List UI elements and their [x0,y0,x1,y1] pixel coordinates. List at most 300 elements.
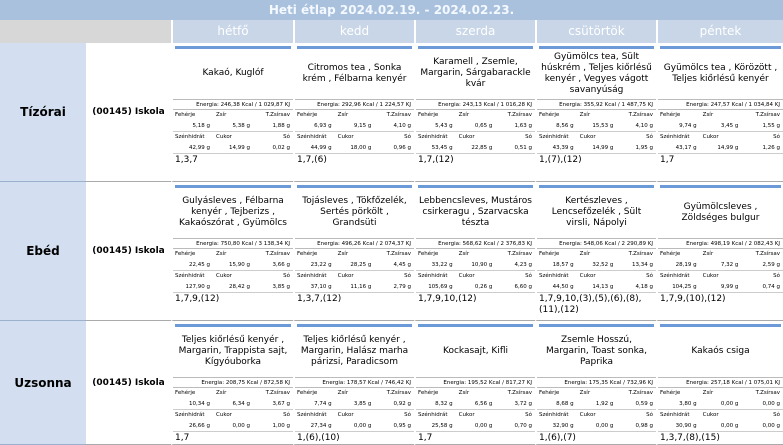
school-label: (00145) Iskola [86,43,171,182]
dish-name: Gulyásleves , Félbarna kenyér , Tejberizs , Kakaószórat , Gyümölcs [179,196,287,228]
nutrient-label-sugar: Cukor [337,134,354,140]
nutrient-value-satfat: 4,45 g [393,262,412,268]
nutrient-values-row [658,282,783,293]
nutrition-table [416,99,535,154]
nutrient-label-sugar: Cukor [337,412,354,418]
nutrient-value-fat: 5,38 g [232,123,250,129]
nutrient-label-satfat: T.Zsírsav [386,251,412,257]
allergen-codes: 1,3,7 [175,155,198,165]
menu-cell-ebed-friday [656,182,783,321]
nutrient-label-sugar: Cukor [458,134,475,140]
nutrient-value-sugar: 11,16 g [350,284,372,290]
cell-accent-bar [418,185,533,188]
nutrient-label-carb: Szénhidrát [175,134,205,140]
nutrient-label-protein: Fehérje [297,390,318,396]
nutrition-table [416,238,535,293]
nutrient-labels-row [173,271,293,282]
nutrient-labels-row [658,271,783,282]
nutrient-values-row [658,421,783,432]
nutrient-label-satfat: T.Zsírsav [265,112,290,118]
energy-value: Energia: 243,13 Kcal / 1 016,28 KJ [416,99,535,110]
cell-accent-bar [418,46,533,49]
nutrient-value-satfat: 0,00 g [762,401,781,407]
nutrient-value-sugar: 14,99 g [717,145,739,151]
nutrient-value-satfat: 13,34 g [632,262,654,268]
nutrient-value-sugar: 0,00 g [474,423,493,429]
nutrient-label-protein: Fehérje [660,251,681,257]
nutrient-label-carb: Szénhidrát [539,134,569,140]
day-header-thursday: csütörtök [535,20,656,43]
energy-value: Energia: 496,26 Kcal / 2 074,37 KJ [295,238,414,249]
nutrient-labels-row [416,110,535,121]
day-header-friday: péntek [656,20,783,43]
nutrient-label-satfat: T.Zsírsav [386,112,412,118]
nutrition-table [658,377,783,432]
energy-value: Energia: 355,92 Kcal / 1 487,75 KJ [537,99,656,110]
nutrient-label-sugar: Cukor [579,412,596,418]
allergen-codes: 1,(7),(12) [539,155,582,165]
nutrient-value-fat: 32,52 g [592,262,614,268]
nutrient-label-carb: Szénhidrát [418,134,448,140]
nutrient-value-salt: 1,00 g [272,423,290,429]
energy-value: Energia: 498,19 Kcal / 2 082,43 KJ [658,238,783,249]
meal-label-ebed: Ebéd [0,182,86,321]
energy-value: Energia: 246,38 Kcal / 1 029,87 KJ [173,99,293,110]
nutrient-label-salt: Só [773,134,781,140]
nutrient-values-row [537,421,656,432]
nutrient-label-satfat: T.Zsírsav [755,112,781,118]
allergen-codes: 1,7 [660,155,675,165]
nutrient-value-salt: 3,85 g [272,284,290,290]
nutrient-labels-row [658,110,783,121]
nutrient-label-protein: Fehérje [418,251,439,257]
nutrient-value-protein: 7,74 g [314,401,332,407]
nutrient-labels-row [537,271,656,282]
nutrient-value-satfat: 1,63 g [514,123,533,129]
nutrient-label-protein: Fehérje [660,390,681,396]
nutrient-value-salt: 0,02 g [272,145,290,151]
nutrient-value-fat: 0,00 g [720,401,739,407]
nutrient-label-carb: Szénhidrát [297,134,327,140]
nutrient-label-fat: Zsír [702,390,714,396]
meal-label-uzsonna: Uzsonna [0,321,86,445]
nutrient-label-satfat: T.Zsírsav [628,112,654,118]
nutrient-value-carb: 30,90 g [675,423,697,429]
nutrition-table [173,377,293,432]
nutrient-value-salt: 6,60 g [514,284,533,290]
header-blank [0,20,171,43]
cell-accent-bar [297,324,412,327]
nutrient-label-protein: Fehérje [418,112,439,118]
nutrition-table [658,99,783,154]
nutrient-label-fat: Zsír [337,251,349,257]
nutrient-label-satfat: T.Zsírsav [628,251,654,257]
nutrient-value-carb: 44,99 g [310,145,332,151]
nutrient-label-satfat: T.Zsírsav [386,390,412,396]
nutrient-values-row [295,399,414,410]
nutrient-label-carb: Szénhidrát [175,412,205,418]
nutrient-label-protein: Fehérje [175,390,196,396]
nutrient-value-salt: 2,79 g [393,284,412,290]
nutrient-label-fat: Zsír [458,390,470,396]
allergen-codes: 1,7,(12) [418,155,454,165]
nutrient-value-protein: 33,22 g [431,262,453,268]
nutrient-value-carb: 43,17 g [675,145,697,151]
nutrient-value-fat: 1,92 g [595,401,614,407]
energy-value: Energia: 548,06 Kcal / 2 290,89 KJ [537,238,656,249]
nutrient-values-row [416,121,535,132]
nutrient-values-row [173,121,293,132]
nutrient-label-sugar: Cukor [579,134,596,140]
nutrient-labels-row [416,271,535,282]
nutrient-label-protein: Fehérje [175,112,196,118]
nutrient-labels-row [295,410,414,421]
nutrient-label-protein: Fehérje [539,390,560,396]
nutrient-value-carb: 37,10 g [310,284,332,290]
dish-name: Zsemle Hosszú, Margarin, Toast sonka, Paprika [545,335,648,367]
nutrient-label-salt: Só [773,412,781,418]
energy-value: Energia: 247,57 Kcal / 1 034,84 KJ [658,99,783,110]
nutrient-label-satfat: T.Zsírsav [507,390,533,396]
nutrient-label-carb: Szénhidrát [539,412,569,418]
cell-accent-bar [539,185,654,188]
nutrient-label-fat: Zsír [337,390,349,396]
nutrient-label-fat: Zsír [579,390,591,396]
nutrient-value-protein: 3,80 g [679,401,697,407]
nutrient-label-protein: Fehérje [539,251,560,257]
nutrient-value-fat: 9,15 g [353,123,372,129]
cell-accent-bar [297,46,412,49]
nutrient-label-fat: Zsír [216,251,227,257]
nutrient-label-carb: Szénhidrát [660,134,690,140]
nutrient-label-sugar: Cukor [216,134,232,140]
nutrient-value-fat: 28,25 g [350,262,372,268]
nutrient-label-sugar: Cukor [337,273,354,279]
allergen-codes: 1,7,(6) [297,155,327,165]
page-title: Heti étlap 2024.02.19. - 2024.02.23. [0,0,783,20]
nutrition-table [537,377,656,432]
nutrient-label-salt: Só [283,134,290,140]
nutrient-label-sugar: Cukor [702,134,719,140]
nutrient-label-protein: Fehérje [418,390,439,396]
dish-name: Citromos tea , Sonka krém , Félbarna kenyér [302,62,407,84]
nutrient-values-row [295,260,414,271]
nutrient-label-fat: Zsír [337,112,349,118]
day-header-monday: hétfő [171,20,293,43]
nutrient-value-satfat: 0,59 g [635,401,654,407]
nutrient-value-protein: 5,18 g [192,123,210,129]
menu-cell-uzsonna-tuesday [293,321,414,445]
nutrient-value-satfat: 2,59 g [762,262,781,268]
nutrition-table [295,99,414,154]
nutrient-value-salt: 0,74 g [762,284,781,290]
nutrient-value-sugar: 0,00 g [353,423,372,429]
nutrient-labels-row [295,110,414,121]
cell-accent-bar [297,185,412,188]
nutrient-label-sugar: Cukor [458,273,475,279]
menu-cell-ebed-tuesday [293,182,414,321]
nutrient-value-fat: 0,65 g [474,123,493,129]
nutrient-value-carb: 104,25 g [672,284,697,290]
nutrient-label-satfat: T.Zsírsav [265,390,290,396]
nutrient-label-carb: Szénhidrát [297,273,327,279]
dish-name: Kakaó, Kuglóf [202,68,264,78]
dish-name: Teljes kiőrlésű kenyér , Margarin, Halász marha párizsi, Paradicsom [300,335,409,367]
nutrient-values-row [173,260,293,271]
nutrient-label-salt: Só [646,273,654,279]
nutrient-label-salt: Só [646,412,654,418]
nutrient-value-carb: 105,69 g [428,284,453,290]
menu-cell-tizorai-monday [171,43,293,182]
nutrition-table [173,99,293,154]
nutrient-value-satfat: 1,55 g [762,123,781,129]
nutrient-value-satfat: 3,72 g [514,401,533,407]
meal-label-tizorai: Tízórai [0,43,86,182]
menu-cell-tizorai-thursday [535,43,656,182]
nutrient-labels-row [295,271,414,282]
nutrient-value-protein: 10,34 g [189,401,210,407]
school-label: (00145) Iskola [86,321,171,445]
nutrient-value-satfat: 0,92 g [393,401,412,407]
cell-accent-bar [539,46,654,49]
nutrition-table [658,238,783,293]
nutrient-value-protein: 23,22 g [310,262,332,268]
nutrient-labels-row [295,249,414,260]
nutrient-value-satfat: 4,23 g [514,262,533,268]
allergen-codes: 1,7,9,10,(12) [418,294,477,304]
nutrient-labels-row [658,249,783,260]
nutrient-labels-row [537,110,656,121]
nutrient-label-salt: Só [404,134,412,140]
nutrient-values-row [537,260,656,271]
menu-cell-uzsonna-monday [171,321,293,445]
nutrient-label-fat: Zsír [702,112,714,118]
nutrient-values-row [295,421,414,432]
nutrient-label-satfat: T.Zsírsav [507,251,533,257]
nutrient-value-sugar: 18,00 g [350,145,372,151]
nutrient-values-row [537,282,656,293]
nutrient-value-sugar: 0,00 g [720,423,739,429]
cell-accent-bar [175,185,291,188]
nutrient-label-carb: Szénhidrát [297,412,327,418]
cell-accent-bar [539,324,654,327]
nutrition-table [295,238,414,293]
nutrient-labels-row [537,388,656,399]
cell-accent-bar [175,324,291,327]
nutrient-value-satfat: 4,10 g [393,123,412,129]
allergen-codes: 1,7,9,(10),(12) [660,294,726,304]
nutrient-value-salt: 0,98 g [635,423,654,429]
nutrient-values-row [173,399,293,410]
nutrient-value-satfat: 3,66 g [272,262,290,268]
nutrient-value-protein: 18,57 g [552,262,574,268]
nutrient-value-protein: 22,45 g [189,262,210,268]
dish-name: Gyümölcs tea, Sült húskrém , Teljes kiőrlésű kenyér , Vegyes vágott savanyúság [541,51,652,95]
nutrient-value-carb: 127,90 g [185,284,210,290]
nutrient-value-carb: 44,50 g [552,284,574,290]
nutrient-value-satfat: 4,10 g [635,123,654,129]
dish-name: Lebbencsleves, Mustáros csirkeragu , Szarvacska tészta [419,196,532,228]
allergen-codes: 1,7 [418,433,433,443]
energy-value: Energia: 208,75 Kcal / 872,58 KJ [173,377,293,388]
nutrition-table [537,99,656,154]
nutrient-value-fat: 6,56 g [474,401,493,407]
nutrient-labels-row [173,388,293,399]
nutrient-values-row [416,282,535,293]
nutrient-value-protein: 5,43 g [435,123,453,129]
nutrient-label-salt: Só [404,273,412,279]
nutrient-value-salt: 0,70 g [514,423,533,429]
nutrient-label-salt: Só [525,412,533,418]
nutrient-values-row [658,121,783,132]
menu-cell-uzsonna-thursday [535,321,656,445]
nutrient-value-fat: 15,53 g [592,123,614,129]
nutrient-value-carb: 25,58 g [431,423,453,429]
nutrient-labels-row [295,132,414,143]
nutrient-labels-row [295,388,414,399]
allergen-codes: 1,7,9,10,(3),(5),(6),(8),(11),(12) [539,294,642,315]
nutrient-label-salt: Só [283,273,290,279]
nutrition-table [173,238,293,293]
nutrient-value-protein: 8,32 g [435,401,453,407]
nutrient-label-satfat: T.Zsírsav [265,251,290,257]
nutrient-value-carb: 43,39 g [552,145,574,151]
dish-name: Kakaós csiga [691,346,750,356]
nutrient-label-fat: Zsír [579,251,591,257]
energy-value: Energia: 175,35 Kcal / 732,96 KJ [537,377,656,388]
nutrient-label-protein: Fehérje [297,112,318,118]
nutrient-values-row [295,143,414,154]
nutrient-value-sugar: 0,00 g [595,423,614,429]
nutrient-values-row [537,143,656,154]
nutrition-table [295,377,414,432]
nutrient-labels-row [173,249,293,260]
dish-name: Tojásleves , Tökfőzelék, Sertés pörkölt , Grandsüti [302,196,407,228]
nutrient-label-sugar: Cukor [216,412,232,418]
allergen-codes: 1,7,9,(12) [175,294,220,304]
nutrient-label-fat: Zsír [579,112,591,118]
energy-value: Energia: 178,57 Kcal / 746,42 KJ [295,377,414,388]
nutrient-label-salt: Só [525,273,533,279]
nutrient-label-fat: Zsír [458,251,470,257]
nutrient-labels-row [416,410,535,421]
nutrient-value-sugar: 28,42 g [229,284,250,290]
cell-accent-bar [175,46,291,49]
nutrient-label-carb: Szénhidrát [539,273,569,279]
nutrient-labels-row [416,249,535,260]
nutrient-values-row [658,260,783,271]
nutrient-values-row [173,143,293,154]
nutrient-value-salt: 1,95 g [635,145,654,151]
nutrition-table [416,377,535,432]
nutrient-label-protein: Fehérje [539,112,560,118]
nutrient-value-protein: 28,19 g [675,262,697,268]
energy-value: Energia: 257,18 Kcal / 1 075,01 KJ [658,377,783,388]
nutrient-labels-row [173,110,293,121]
dish-name: Kockasajt, Kifli [442,346,508,356]
nutrient-value-salt: 0,96 g [393,145,412,151]
dish-name: Kertészleves , Lencsefőzelék , Sült virsli, Nápolyi [551,196,642,228]
allergen-codes: 1,7 [175,433,190,443]
allergen-codes: 1,(6),(7) [539,433,576,443]
nutrition-table [537,238,656,293]
nutrient-label-sugar: Cukor [216,273,232,279]
nutrient-values-row [295,282,414,293]
nutrient-value-carb: 32,90 g [552,423,574,429]
nutrient-label-fat: Zsír [458,112,470,118]
nutrient-value-fat: 15,90 g [229,262,250,268]
nutrient-label-satfat: T.Zsírsav [755,390,781,396]
dish-name: Teljes kiőrlésű kenyér , Margarin, Trappista sajt, Kígyóuborka [178,335,288,367]
nutrient-labels-row [173,132,293,143]
nutrient-values-row [537,121,656,132]
energy-value: Energia: 750,80 Kcal / 3 138,34 KJ [173,238,293,249]
nutrient-value-satfat: 1,88 g [272,123,290,129]
menu-cell-tizorai-friday [656,43,783,182]
nutrient-value-salt: 0,95 g [393,423,412,429]
nutrient-label-carb: Szénhidrát [418,273,448,279]
nutrient-value-sugar: 14,99 g [592,145,614,151]
cell-accent-bar [660,324,781,327]
dish-name: Gyümölcs tea , Körözött , Teljes kiőrlésű kenyér [663,62,778,84]
nutrient-label-carb: Szénhidrát [418,412,448,418]
nutrient-value-protein: 8,56 g [556,123,574,129]
nutrient-value-sugar: 0,26 g [474,284,493,290]
nutrient-label-fat: Zsír [702,251,714,257]
school-label: (00145) Iskola [86,182,171,321]
nutrient-label-carb: Szénhidrát [660,412,690,418]
nutrient-label-sugar: Cukor [458,412,475,418]
nutrient-labels-row [537,132,656,143]
nutrient-value-sugar: 14,13 g [592,284,614,290]
nutrient-label-sugar: Cukor [702,412,719,418]
nutrient-values-row [658,399,783,410]
nutrient-label-satfat: T.Zsírsav [507,112,533,118]
nutrient-value-sugar: 0,00 g [232,423,250,429]
nutrient-label-satfat: T.Zsírsav [628,390,654,396]
nutrient-value-protein: 6,93 g [314,123,332,129]
nutrient-value-sugar: 14,99 g [229,145,250,151]
nutrient-value-protein: 8,68 g [556,401,574,407]
nutrient-value-fat: 3,85 g [353,401,372,407]
nutrient-labels-row [537,410,656,421]
energy-value: Energia: 568,62 Kcal / 2 376,83 KJ [416,238,535,249]
nutrient-value-salt: 1,26 g [762,145,781,151]
nutrient-value-fat: 10,90 g [471,262,493,268]
nutrient-labels-row [658,132,783,143]
nutrient-values-row [173,421,293,432]
nutrient-value-sugar: 22,85 g [471,145,493,151]
nutrient-labels-row [416,132,535,143]
nutrient-label-protein: Fehérje [297,251,318,257]
nutrient-label-salt: Só [646,134,654,140]
day-header-wednesday: szerda [414,20,535,43]
menu-cell-tizorai-tuesday [293,43,414,182]
nutrient-value-carb: 27,34 g [310,423,332,429]
nutrient-label-protein: Fehérje [660,112,681,118]
nutrient-label-satfat: T.Zsírsav [755,251,781,257]
menu-cell-ebed-thursday [535,182,656,321]
nutrient-label-salt: Só [404,412,412,418]
nutrient-value-sugar: 9,99 g [720,284,739,290]
nutrient-label-sugar: Cukor [579,273,596,279]
nutrient-values-row [537,399,656,410]
cell-accent-bar [660,46,781,49]
nutrient-label-salt: Só [773,273,781,279]
dish-name: Gyümölcsleves , Zöldséges bulgur [681,201,760,223]
nutrient-label-salt: Só [525,134,533,140]
dish-name: Karamell , Zsemle, Margarin, Sárgabarackle kvár [420,57,531,89]
